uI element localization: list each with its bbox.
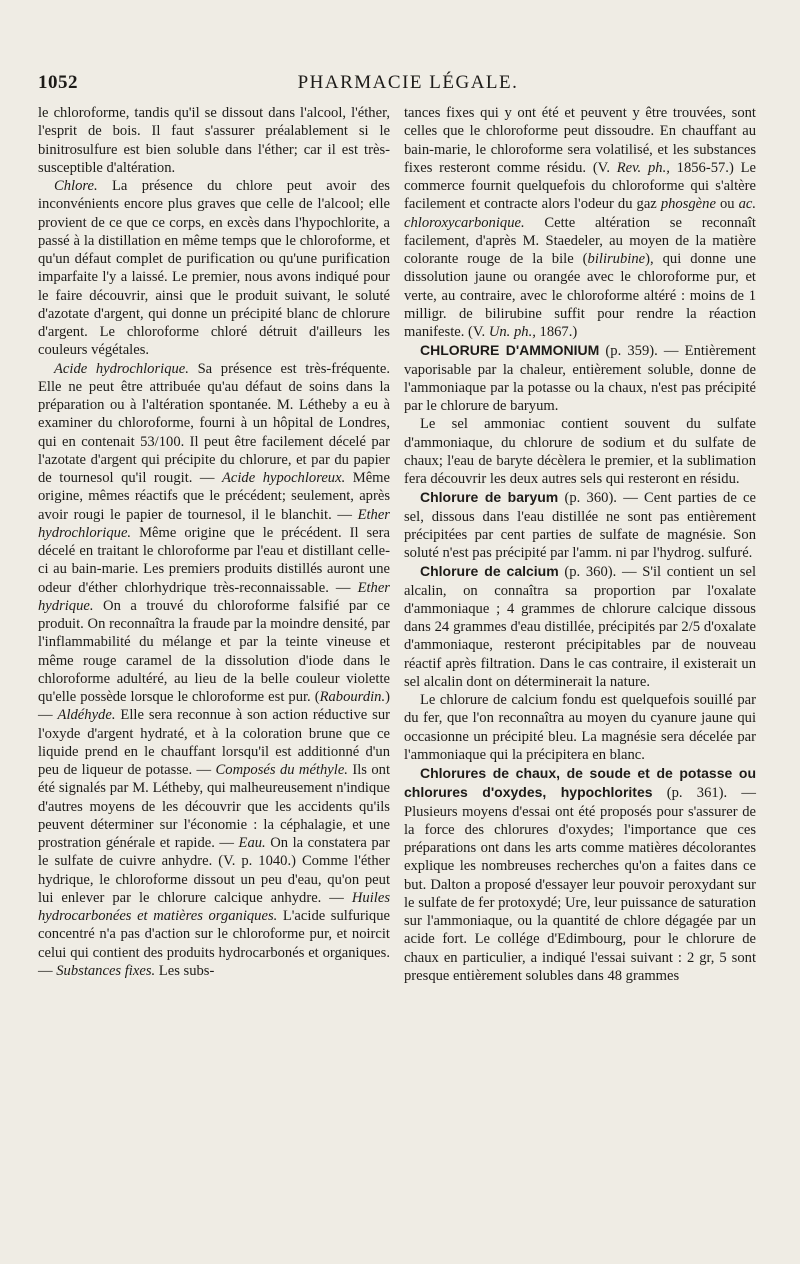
citation-rabourdin: Rabourdin.: [319, 689, 386, 705]
entry-head-chlorure-calcium: Chlorure de calcium: [420, 563, 559, 580]
page-header: [38, 72, 778, 100]
paragraph-sel-ammoniac: Le sel ammoniac contient souvent du sulfate d'ammoniaque, du chlorure de sodium et du sulfate de chaux; l'eau de baryte décèlera le premier, et la sublimation fera découvrir les deux autres sels qui resteront en résidu.: [404, 416, 756, 487]
running-title: PHARMACIE LÉGALE.: [297, 72, 519, 93]
paragraph-chlore: Chlore. La présence du chlore peut avoir des inconvénients encore plus graves que celle de l'alcool; elle provient de ce que ce corps, en excès dans l'hypochlorite, a passé à la distillation en même temps que le chloroforme, et qu'un défaut complet de purification ou qu'une purification imparfaite l'y a laissé. Le premier, nous avons indiqué pour le faire découvrir, ainsi que le produit suivant, le soluté d'azotate d'argent, qui donne un précipité blanc de chlorure d'argent. Le chloroforme chloré détruit d'ailleurs les couleurs végétales.: [38, 178, 390, 359]
paragraph-chlorures-oxydes: Chlorures de chaux, de soude et de potasse ou chlorures d'oxydes, hypochlorites (p. 361). — Plusieurs moyens d'essai ont été proposés pour s'assurer de la force des chlorures d'oxydes; l'importance que ces préparations ont dans les arts comme matières décolorantes explique les nombreuses recherches qu'on a faites dans ce but. Dalton a proposé d'essayer leur pouvoir peroxydant sur le sulfate de fer protoxydé; Ure, leur puissance de saturation sur l'ammoniaque, ou la quantité de chlore dégagée par un acide fort. Le collége d'Edimbourg, pour le chlorure de chaux en particulier, a indiqué l'essai suivant : 2 gr, 5 sont presque entièrement solubles dans 48 grammes: [404, 765, 757, 984]
entry-head-chlore: Chlore.: [54, 178, 98, 194]
term-eau: Eau.: [238, 835, 266, 851]
paragraph-acide-hydrochlorique: Acide hydrochlorique. Sa présence est très-fréquente. Elle ne peut être attribuée qu'au défaut de soins dans la préparation ou à l'altération spontanée. M. Létheby a eu à examiner du chloroforme, fourni à un hôpital de Londres, qui en contenait 53/100. Il peut être facilement décelé par l'azotate d'argent qui précipite du chlorure, et par du papier de tournesol qu'il rougit. — Acide hypochloreux. Même origine, mêmes réactifs que le précédent; seulement, après avoir rougi le papier de tournesol, il le blanchit. — Ether hydrochlorique. Même origine que le précédent. Il sera décelé en traitant le chloroforme par l'eau et distillant celle-ci au bain-marie. Les premiers produits distillés auront une odeur d'éther chlorhydrique très-reconnaissable. — Ether hydrique. On a trouvé du chloroforme falsifié par ce produit. On reconnaîtra la fraude par la moindre densité, par l'inflammabilité du mélange et par la teinte vineuse et même rouge caramel de la dissolution d'iode dans le chloroforme adultéré, au lieu de la belle couleur violette qu'elle possède lorsque le chloroforme est pur. (Rabourdin.) — Aldéhyde. Elle sera reconnue à son action réductive sur l'oxyde d'argent hydraté, et à la coloration brune que ce liquide prend en le chauffant lorsqu'il est additionné d'un peu de liqueur de potasse. — Composés du méthyle. Ils ont été signalés par M. Létheby, qui malheureusement n'indique d'autres moyens de les découvrir que les accidents qu'ils peuvent déterminer sur l'économie : la céphalagie, et une prostration générale et rapide. — Eau. On la constatera par le sulfate de cuivre anhydre. (V. p. 1040.) Comme l'éther hydrique, le chloroforme dissout un peu d'eau, qu'on peut lui enlever par le chlorure calcique anhydre. — Huiles hydrocarbonées et matières organiques. L'acide sulfurique concentré n'a pas d'action sur le chloroforme pur, et noircit celui qui contient des produits hydrocarbonés et organiques. — Substances fixes. Les subs-: [38, 360, 391, 979]
term-aldehyde: Aldéhyde.: [57, 707, 116, 724]
entry-head-chlorures-oxydes: Chlorures de chaux, de soude et de potasse ou chlorures d'oxydes, hypochlorites: [404, 765, 756, 801]
term-ether-hydrique: Ether hydrique.: [38, 579, 390, 614]
entry-head-chlorure-ammonium: CHLORURE D'AMMONIUM: [420, 342, 600, 359]
left-column: [38, 104, 390, 980]
paragraph-chlorure-baryum: Chlorure de baryum (p. 360). — Cent parties de ce sel, dissous dans l'eau distillée ne sont pas entièrement précipitées par cent parties de sulfate de magnésie. Son soluté n'est pas précipité par l'amm. ni par l'hydrog. sulfuré.: [404, 489, 757, 561]
citation-un-ph: Un. ph.,: [488, 324, 536, 340]
citation-rev-ph: Rev. ph.,: [616, 159, 670, 176]
term-composes-du-methyle: Composés du méthyle.: [215, 762, 348, 778]
term-bilirubine: bilirubine: [587, 251, 646, 267]
term-ether-hydrochlorique: Ether hydrochlorique.: [38, 506, 390, 541]
term-ac-chloroxycarbonique: ac. chloroxycarbonique.: [404, 196, 756, 231]
paragraph-binitrosulfure: le chloroforme, tandis qu'il se dissout dans l'alcool, l'éther, l'esprit de bois. Il faut s'assurer préalablement si le binitrosulfure est bien soluble dans l'éther; car il est très-susceptible d'altération.: [38, 105, 390, 176]
paragraph-chlorure-ammonium: CHLORURE D'AMMONIUM (p. 359). — Entièrement vaporisable par la chaleur, entièrement soluble, donne de l'ammoniaque par la potasse ou la chaux, n'est pas précipité par le chlorure de baryum.: [404, 342, 756, 414]
term-huiles-hydrocarbonees: Huiles hydrocarbonées et matières organiques.: [38, 889, 390, 924]
page-number: 1052: [38, 72, 78, 93]
right-column: [404, 104, 756, 985]
term-acide-hypochloreux: Acide hypochloreux.: [221, 470, 346, 486]
paragraph-substances-fixes-cont: tances fixes qui y ont été et peuvent y être trouvées, sont celles que le chloroforme peut dissoudre. En chauffant au bain-marie, le chloroforme sera volatilisé, et les substances fixes resteront comme résidu. (V. Rev. ph., 1856-57.) Le commerce fournit quelquefois du chloroforme qui s'altère facilement et contracte alors l'odeur du gaz phosgène ou ac. chloroxycarbonique. Cette altération se reconnaît facilement, d'après M. Staedeler, au moyen de la matière colorante rouge de la bile (bilirubine), qui donne une dissolution jaune ou orangée avec le chloroforme pur, et verte, au contraire, avec le chloroforme altéré : moins de 1 milligr. de bilirubine suffit pour rendre la réaction manifeste. (V. Un. ph., 1867.): [404, 105, 757, 340]
term-phosgene: phosgène: [660, 196, 716, 213]
paragraph-chlorure-calcium-fondu: Le chlorure de calcium fondu est quelquefois souillé par du fer, que l'on reconnaîtra au moyen du cyanure jaune qui occasionne un précipité bleu. La magnésie sera décelée par l'ammoniaque qui la précipitera en blanc.: [404, 692, 756, 763]
entry-head-acide-hydrochlorique: Acide hydrochlorique.: [54, 360, 189, 377]
term-substances-fixes: Substances fixes.: [56, 962, 156, 979]
entry-head-chlorure-baryum: Chlorure de baryum: [420, 489, 559, 506]
paragraph-chlorure-calcium: Chlorure de calcium (p. 360). — S'il contient un sel alcalin, on connaîtra sa proportion par l'oxalate d'ammoniaque ; 4 grammes de chlorure calcique dissous dans 24 grammes d'eau distillée, précipités par 2/5 d'oxalate d'ammoniaque, resteront précipitables par de nouveau réactif après filtration. Dans le cas contraire, il existerait un sel alcalin dont on déterminerait la nature.: [404, 563, 756, 690]
